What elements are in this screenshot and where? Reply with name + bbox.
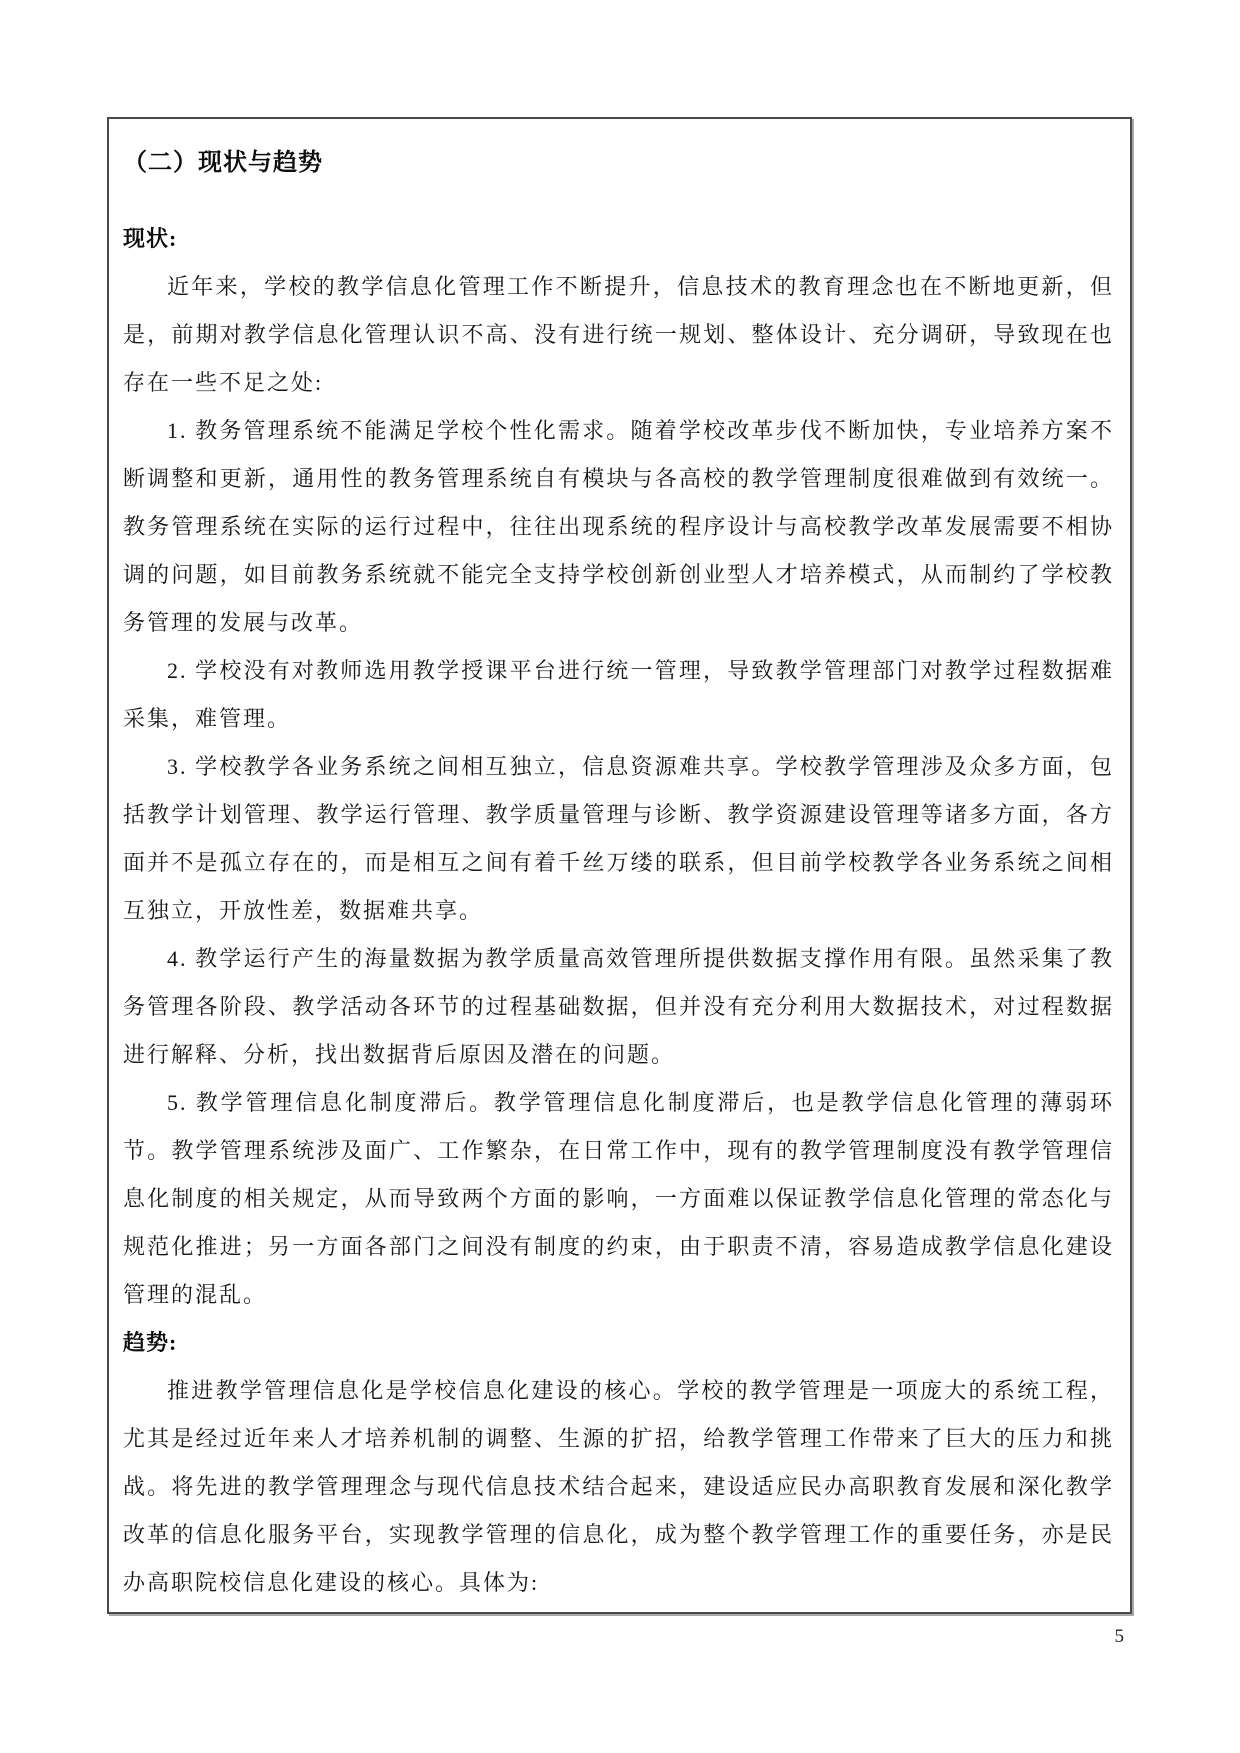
document-body bbox=[123, 215, 1114, 1607]
status-item-2: 2. 学校没有对教师选用教学授课平台进行统一管理，导致教学管理部门对教学过程数据难采集，难管理。 bbox=[123, 658, 1114, 731]
status-heading: 现状: bbox=[123, 226, 178, 251]
section-title: （二）现状与趋势 bbox=[123, 150, 323, 176]
status-intro-paragraph: 近年来，学校的教学信息化管理工作不断提升，信息技术的教育理念也在不断地更新，但是，前期对教学信息化管理认识不高、没有进行统一规划、整体设计、充分调研，导致现在也存在一些不足之处: bbox=[123, 274, 1114, 395]
page-number: 5 bbox=[1114, 1626, 1124, 1647]
status-item-5: 5. 教学管理信息化制度滞后。教学管理信息化制度滞后，也是教学信息化管理的薄弱环节。教学管理系统涉及面广、工作繁杂，在日常工作中，现有的教学管理制度没有教学管理信息化制度的相关规定，从而导致两个方面的影响，一方面难以保证教学信息化管理的常态化与规范化推进；另一方面各部门之间没有制度的约束，由于职责不清，容易造成教学信息化建设管理的混乱。 bbox=[123, 1090, 1114, 1307]
trend-heading: 趋势: bbox=[123, 1330, 178, 1355]
status-item-1: 1. 教务管理系统不能满足学校个性化需求。随着学校改革步伐不断加快，专业培养方案不断调整和更新，通用性的教务管理系统自有模块与各高校的教学管理制度很难做到有效统一。教务管理系统在实际的运行过程中，往往出现系统的程序设计与高校教学改革发展需要不相协调的问题，如目前教务系统就不能完全支持学校创新创业型人才培养模式，从而制约了学校教务管理的发展与改革。 bbox=[123, 418, 1114, 635]
status-item-3: 3. 学校教学各业务系统之间相互独立，信息资源难共享。学校教学管理涉及众多方面，包括教学计划管理、教学运行管理、教学质量管理与诊断、教学资源建设管理等诸多方面，各方面并不是孤立存在的，而是相互之间有着千丝万缕的联系，但目前学校教学各业务系统之间相互独立，开放性差，数据难共享。 bbox=[123, 754, 1114, 923]
content-border-box bbox=[107, 117, 1132, 1614]
trend-paragraph: 推进教学管理信息化是学校信息化建设的核心。学校的教学管理是一项庞大的系统工程，尤其是经过近年来人才培养机制的调整、生源的扩招，给教学管理工作带来了巨大的压力和挑战。将先进的教学管理理念与现代信息技术结合起来，建设适应民办高职教育发展和深化教学改革的信息化服务平台，实现教学管理的信息化，成为整个教学管理工作的重要任务，亦是民办高职院校信息化建设的核心。具体为: bbox=[123, 1378, 1114, 1595]
status-item-4: 4. 教学运行产生的海量数据为教学质量高效管理所提供数据支撑作用有限。虽然采集了教务管理各阶段、教学活动各环节的过程基础数据，但并没有充分利用大数据技术，对过程数据进行解释、分析，找出数据背后原因及潜在的问题。 bbox=[123, 946, 1114, 1067]
